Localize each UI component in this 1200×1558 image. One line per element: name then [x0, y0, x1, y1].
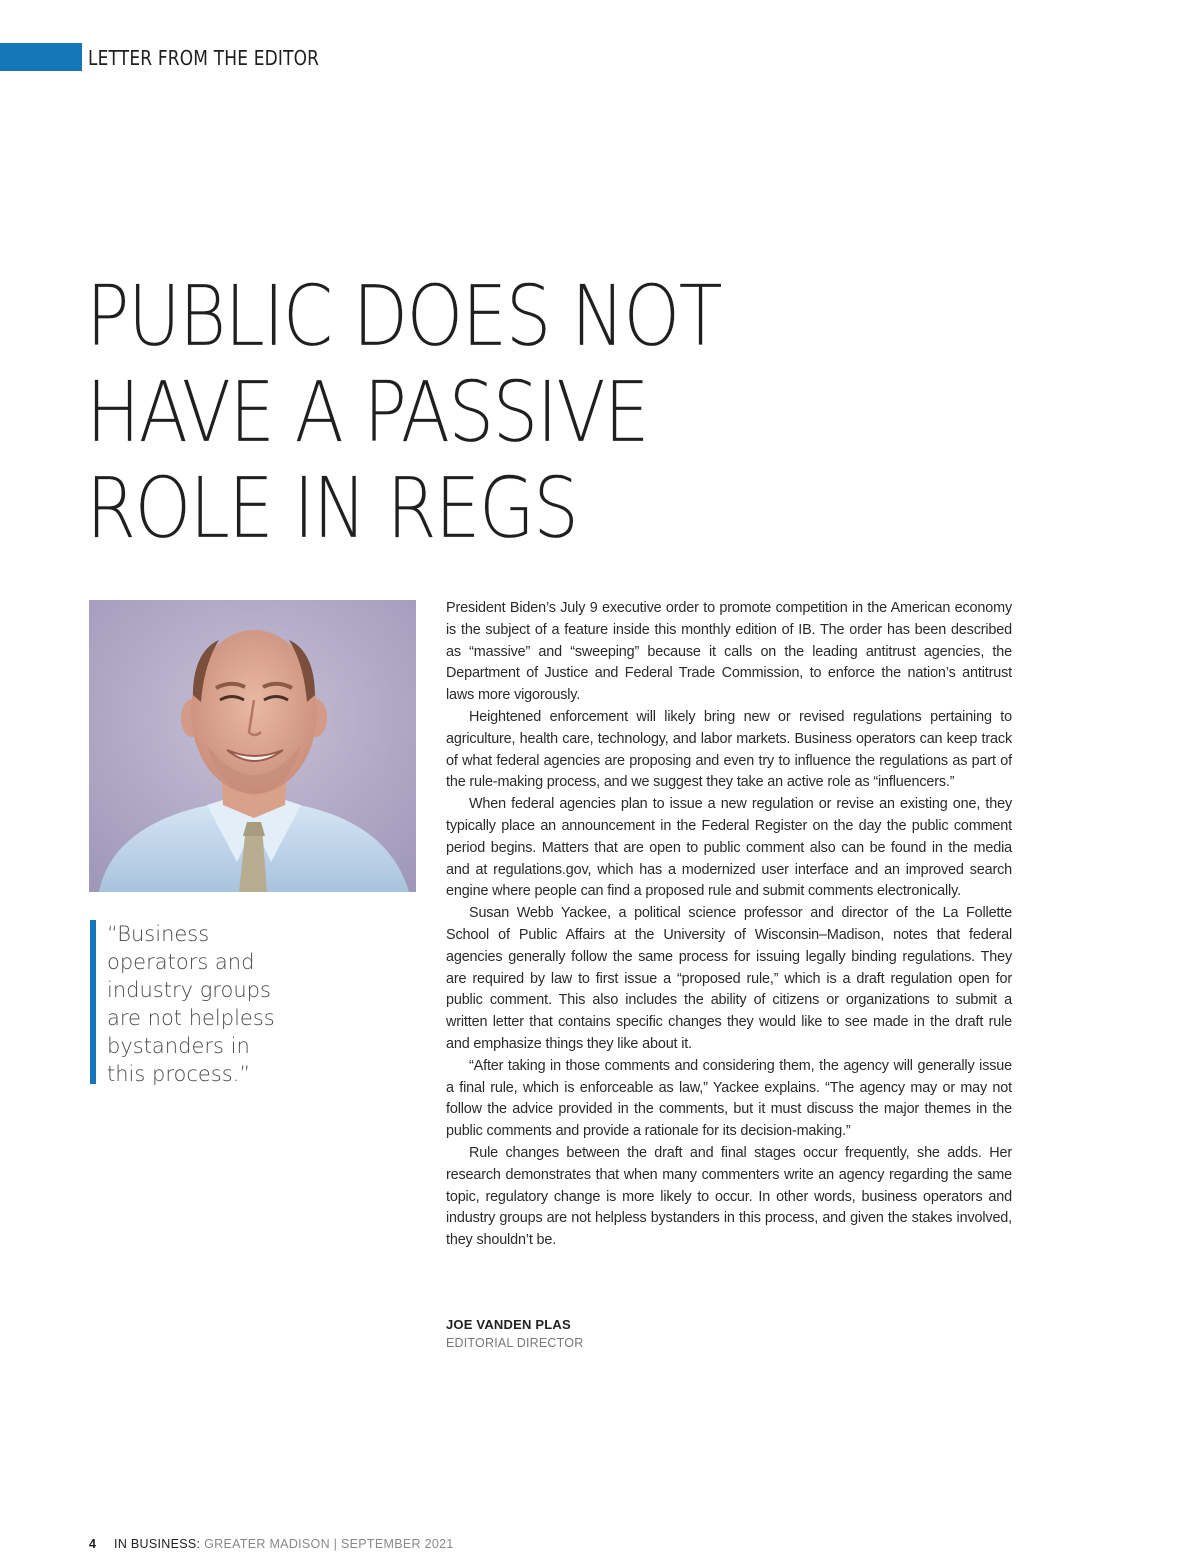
publication-name: IN BUSINESS: [114, 1537, 201, 1551]
pull-quote-text [107, 920, 327, 1088]
headline-line: ROLE IN REGS [86, 459, 578, 557]
byline [446, 1316, 583, 1352]
section-label: LETTER FROM THE EDITOR [88, 46, 320, 70]
pull-quote-line: this process.” [107, 1062, 251, 1086]
pull-quote-line: “Business [107, 922, 210, 946]
page-number: 4 [89, 1537, 97, 1551]
section-accent-bar [0, 43, 82, 71]
headline-line: HAVE A PASSIVE [86, 363, 648, 461]
article-paragraph: Rule changes between the draft and final stages occur frequently, she adds. Her research demonstrates that when many commenters write an agency regarding the same topic, regulatory change is more likely to occur. In other words, business operators and industry groups are not helpless bystanders in this process, and given the stakes involved, they shouldn’t be. [446, 1144, 1012, 1249]
article-paragraph: Heightened enforcement will likely bring new or revised regulations pertaining to agriculture, health care, technology, and labor markets. Business operators can keep track of what federal agencies are proposing and even try to influence the regulations as part of the rule-making process, and we suggest they take an active role as “influencers.” [446, 708, 1012, 791]
pull-quote-line: industry groups [107, 978, 271, 1002]
article-body [446, 598, 1012, 1252]
pull-quote-line: are not helpless [107, 1006, 275, 1030]
pull-quote-line: bystanders in [107, 1034, 250, 1058]
author-name: JOE VANDEN PLAS [446, 1317, 571, 1332]
headline [86, 268, 824, 556]
author-portrait [89, 600, 416, 892]
edition-info: GREATER MADISON | SEPTEMBER 2021 [204, 1537, 454, 1551]
article-paragraph: When federal agencies plan to issue a new regulation or revise an existing one, they typically place an announcement in the Federal Register on the day the public comment period begins. Matters that are open to public comment also can be found in the media and at regulations.gov, which has a modernized user interface and an improved search engine where people can find a proposed rule and submit comments electronically. [446, 796, 1012, 900]
pull-quote-line: operators and [107, 950, 255, 974]
headline-line: PUBLIC DOES NOT [86, 267, 721, 365]
pull-quote-rule [90, 920, 96, 1084]
article-paragraph: President Biden’s July 9 executive order to promote competition in the American economy is the subject of a feature inside this monthly edition of IB. The order has been described as “massive” and “sweeping” because it calls on the leading antitrust agencies, the Department of Justice and Federal Trade Commission, to enforce the nation’s antitrust laws more vigorously. [446, 600, 1012, 704]
page-footer [89, 1537, 454, 1551]
article-paragraph: Susan Webb Yackee, a political science professor and director of the La Follette School of Public Affairs at the University of Wisconsin–Madison, notes that federal agencies generally follow the same process for issuing legally binding regulations. They are required by law to first issue a “proposed rule,” which is a draft regulation open for public comment. This also includes the ability of citizens or organizations to submit a written letter that contains specific changes they would like to see made in the draft rule and emphasize things they like about it. [446, 905, 1012, 1052]
author-title: EDITORIAL DIRECTOR [446, 1336, 584, 1350]
article-paragraph: “After taking in those comments and considering them, the agency will generally issue a final rule, which is enforceable as law,” Yackee explains. “The agency may or may not follow the advice provided in the comments, but it must discuss the major themes in the public comments and provide a rationale for its decision-making.” [446, 1057, 1012, 1140]
